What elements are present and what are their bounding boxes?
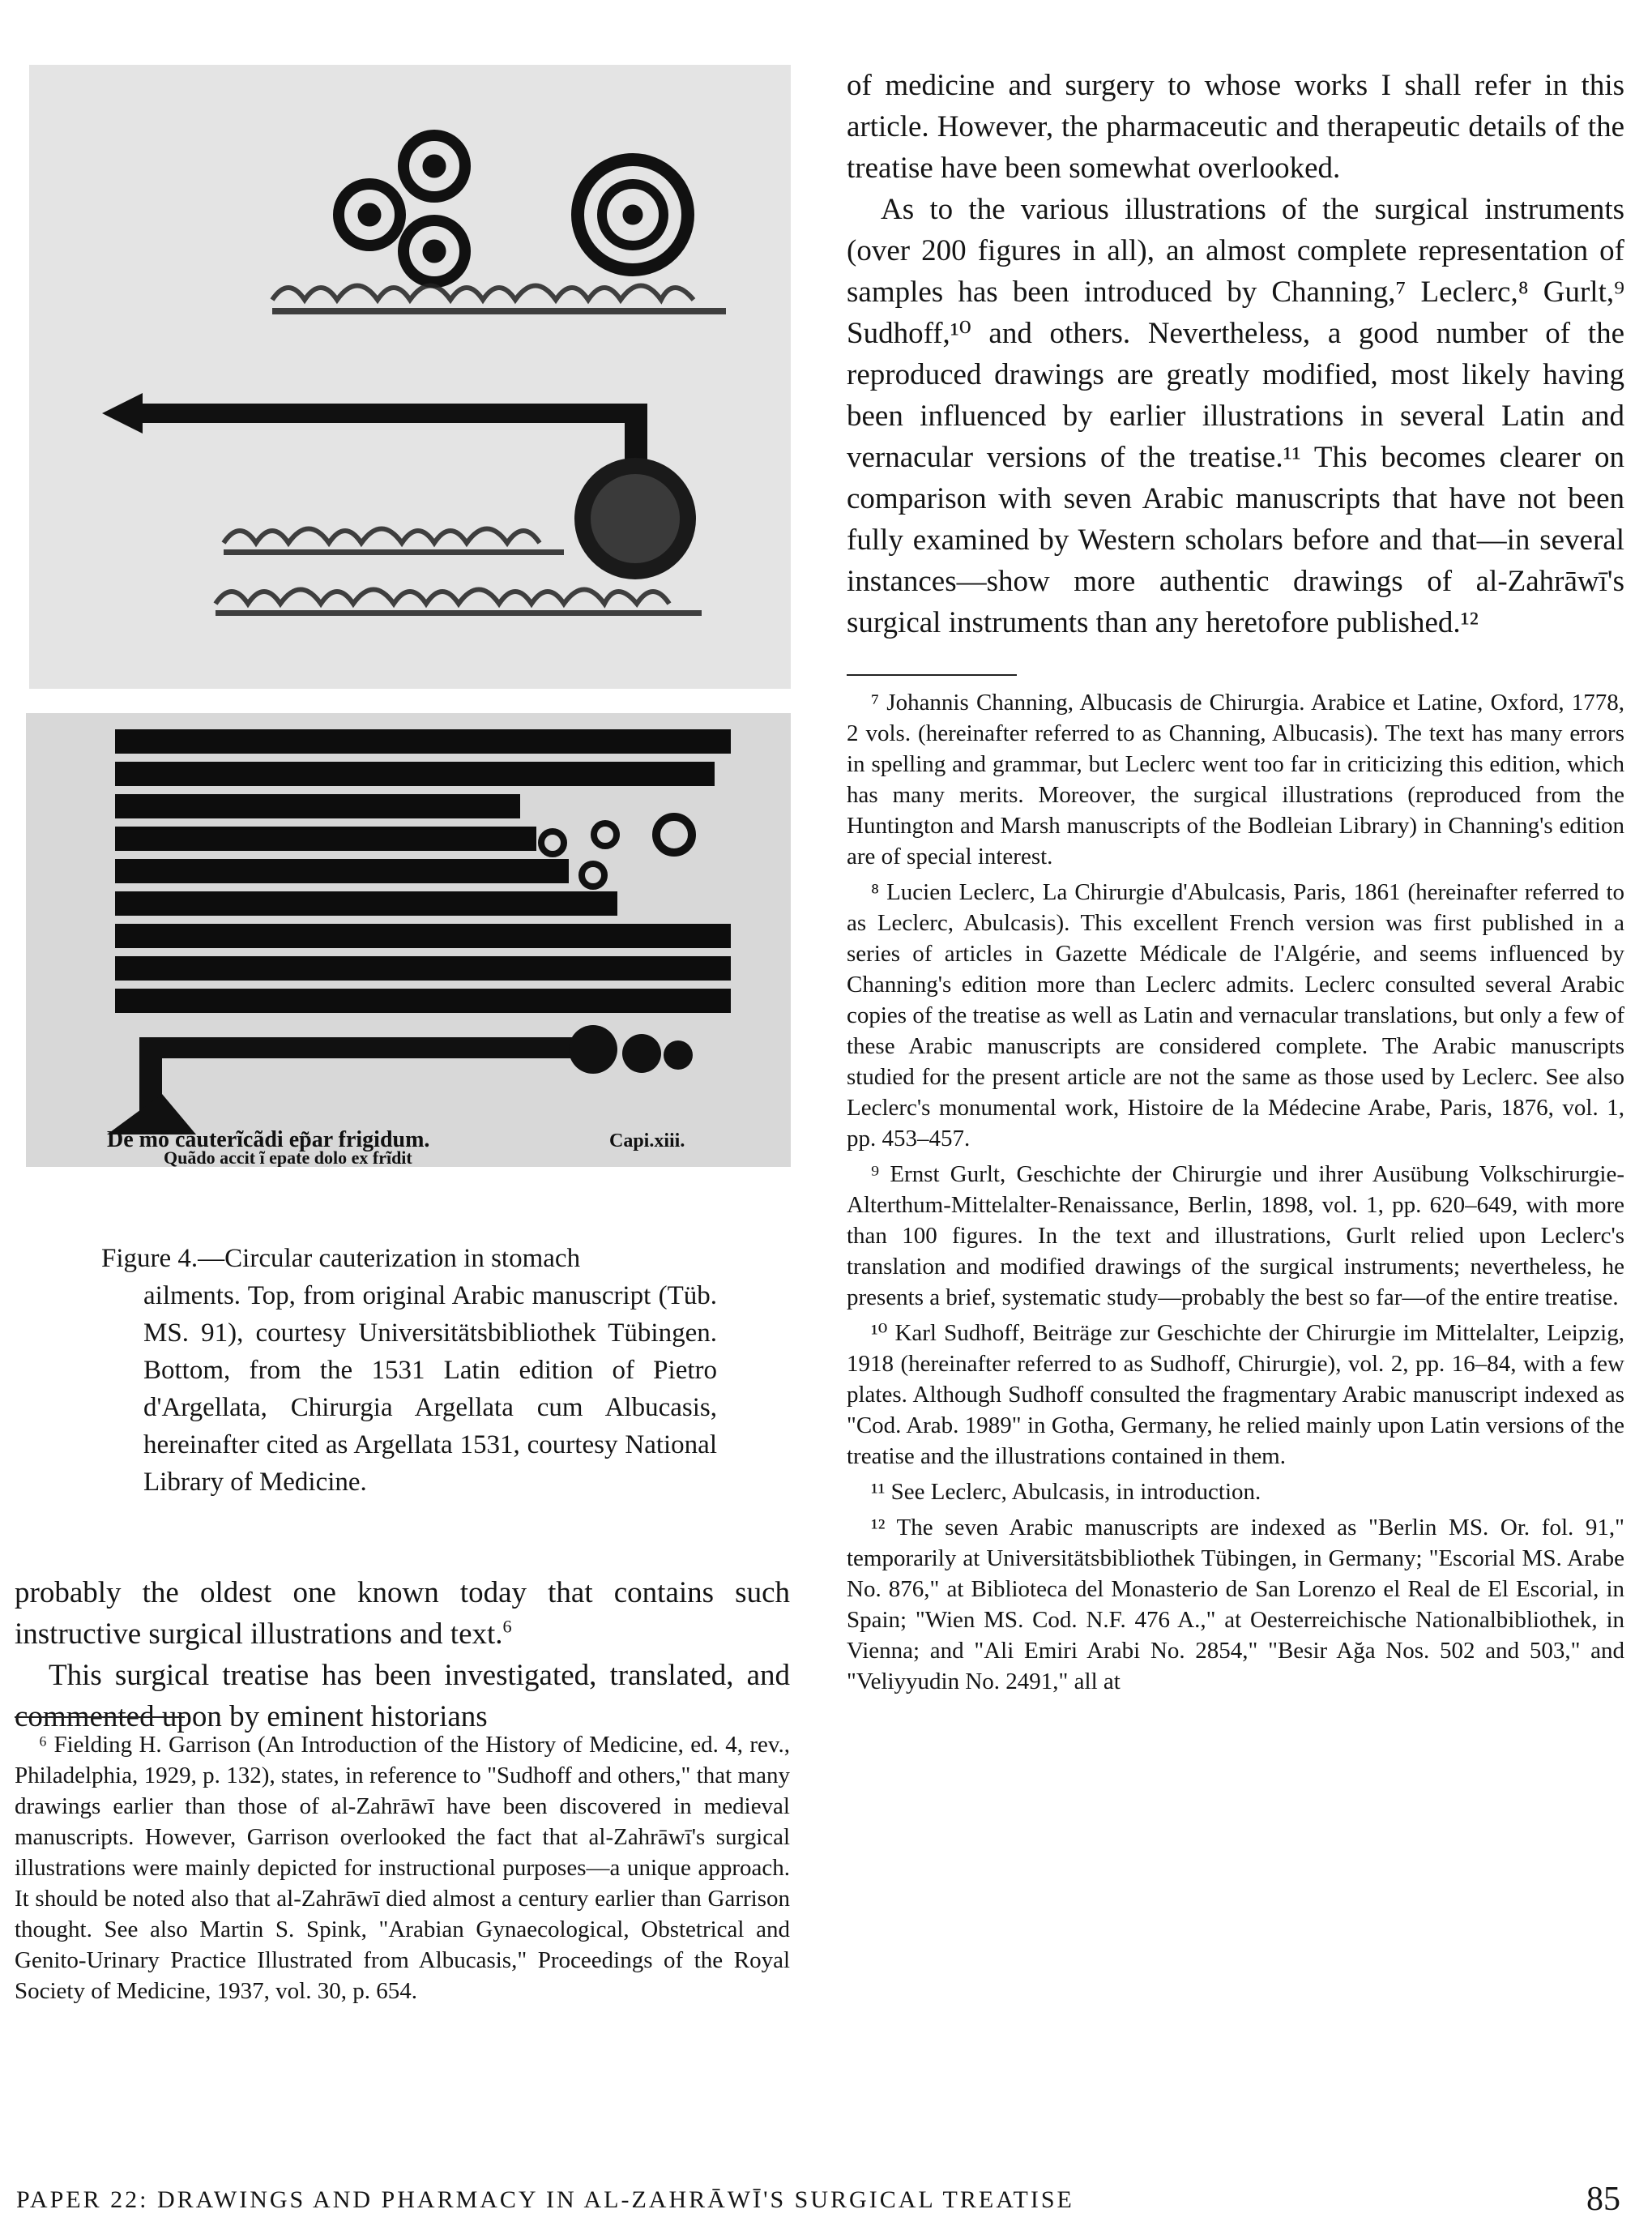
footnote-8: ⁸ Lucien Leclerc, La Chirurgie d'Abulcasis, Paris, 1861 (hereinafter referred to as Leclerc, Abulcasis). This excellent French version was first published in a series of articles in Gazette Médicale de l'Algérie, and seems influenced by Channing's edition more than Leclerc admits. Leclerc consulted several Arabic copies of the treatise as well as Latin and vernacular translations, but only a few of these Arabic manuscripts are considered complete. The Arabic manuscripts studied for the present article are not the same as those used by Leclerc. See also Leclerc's monumental work, Histoire de la Médecine Arabe, Paris, 1876, vol. 1, pp. 453–457. — [847, 879, 1624, 1152]
latin-caption-line-2: Quãdo accit ĩ epate dolo ex frĩdit — [164, 1147, 412, 1167]
footnote-6: ⁶ Fielding H. Garrison (An Introduction of the History of Medicine, ed. 4, rev., Philadelphia, 1929, p. 132), states, in reference to "Sudhoff and others," that many drawings earlier than those of al-Zahrāwī have been discovered in medieval manuscripts. However, Garrison overlooked the fact that al-Zahrāwī's surgical illustrations were mainly depicted for instructional purposes—a unique approach. It should be noted also that al-Zahrāwī died almost a century earlier than Garrison thought. See also Martin S. Spink, "Arabian Gynaecological, Obstetrical and Genito-Urinary Practice Illustrated from Albucasis," Proceedings of the Royal Society of Medicine, 1937, vol. 30, p. 654. — [15, 1732, 790, 2004]
latin-caption-line-1: De mô cauterĩcãdi ep̃ar frigidum. — [107, 1127, 430, 1152]
left-paragraph-2: This surgical treatise has been investigated, translated, and commented upon by eminent historians — [15, 1659, 790, 1733]
footnote-7: ⁷ Johannis Channing, Albucasis de Chirurgia. Arabice et Latine, Oxford, 1778, 2 vols. (hereinafter referred to as Channing, Albucasis). The text has many errors in spelling and grammar, but Leclerc went too far in criticizing this edition, which has many merits. Moreover, the surgical illustrations (reproduced from the Huntington and Marsh manuscripts of the Bodleian Library) in Channing's edition are of special interest. — [847, 690, 1624, 870]
right-paragraph-2: As to the various illustrations of the surgical instruments (over 200 figures in all), an almost complete representation of samples has been introduced by Channing,⁷ Leclerc,⁸ Gurlt,⁹ Sudhoff,¹⁰ and others. Nevertheless, a good number of the reproduced drawings are greatly modified, most likely having been influenced by earlier illustrations in several Latin and vernacular versions of the treatise.¹¹ This becomes clearer on comparison with seven Arabic manuscripts that have not been fully examined by Western scholars before and that—in several instances—show more authentic drawings of al-Zahrāwī's surgical instruments than any heretofore published.¹² — [847, 193, 1624, 639]
footnote-9: ⁹ Ernst Gurlt, Geschichte der Chirurgie und ihrer Ausübung Volkschirurgie-Alterthum-Mittelalter-Renaissance, Berlin, 1898, vol. 1, pp. 620–649, with more than 100 figures. In the text and illustrations, Gurlt relied upon Leclerc's translation and modified drawings of the surgical instruments; nevertheless, he presents a brief, systematic study—probably the best so far—of the entire treatise. — [847, 1161, 1624, 1310]
caption-body: ailments. Top, from original Arabic manuscript (Tüb. MS. 91), courtesy Universitätsbibliothek Tübingen. Bottom, from the 1531 Latin edition of Pietro d'Argellata, Chirurgia Argellata cum Albucasis, hereinafter cited as Argellata 1531, courtesy National Library of Medicine. — [143, 1281, 717, 1497]
footnote-rule — [15, 1716, 185, 1718]
footnote-rule — [847, 674, 1017, 676]
latin-print-block — [26, 713, 791, 1167]
caption-line-1: Figure 4.—Circular cauterization in stomach — [101, 1244, 581, 1273]
latin-edition-illustration-bottom — [26, 713, 791, 1167]
manuscript-illustration-top — [29, 65, 791, 689]
page-footer — [16, 2181, 1629, 2218]
figure-caption — [101, 1240, 717, 1501]
left-paragraph-1: probably the oldest one known today that contains such instructive surgical illustrations and text.$^6$ — [15, 1576, 790, 1651]
running-title: PAPER 22: DRAWINGS AND PHARMACY IN AL-ZAHRĀWĪ'S SURGICAL TREATISE — [16, 2186, 1074, 2213]
left-footnotes — [15, 1702, 790, 2011]
right-body-text — [847, 65, 1624, 643]
right-paragraph-1: of medicine and surgery to whose works I shall refer in this article. However, the pharmaceutic and therapeutic details of the treatise have been somewhat overlooked. — [847, 69, 1624, 185]
footnote-12: ¹² The seven Arabic manuscripts are indexed as "Berlin MS. Or. fol. 91," temporarily at Universitätsbibliothek Tübingen, in Germany; "Escorial MS. Arabe No. 876," at Biblioteca del Monasterio de San Lorenzo el Real de El Escorial, in Spain; "Wien MS. Cod. N.F. 476 A.," at Oesterreichische Nationalbibliothek, in Vienna; and "Ali Emiri Arabi No. 2854," "Besir Ağa Nos. 502 and 503," and "Veliyyudin No. 2491," all at — [847, 1515, 1624, 1694]
footnote-11: ¹¹ See Leclerc, Abulcasis, in introduction. — [871, 1479, 1261, 1505]
latin-chapter-tag: Capi.xiii. — [609, 1130, 685, 1152]
right-column — [847, 65, 1624, 1702]
page-number: 85 — [1586, 2181, 1620, 2218]
right-footnotes — [847, 687, 1624, 1697]
left-column — [15, 65, 790, 2004]
footnote-10: ¹⁰ Karl Sudhoff, Beiträge zur Geschichte der Chirurgie im Mittelalter, Leipzig, 1918 (hereinafter referred to as Sudhoff, Chirurgie), vol. 2, pp. 16–84, with a few plates. Although Sudhoff consulted the fragmentary Arabic manuscript indexed as "Cod. Arab. 1989" in Gotha, Germany, he relied mainly upon Latin versions of the treatise and the illustrations contained in them. — [847, 1320, 1624, 1469]
figure-4 — [15, 65, 790, 1216]
